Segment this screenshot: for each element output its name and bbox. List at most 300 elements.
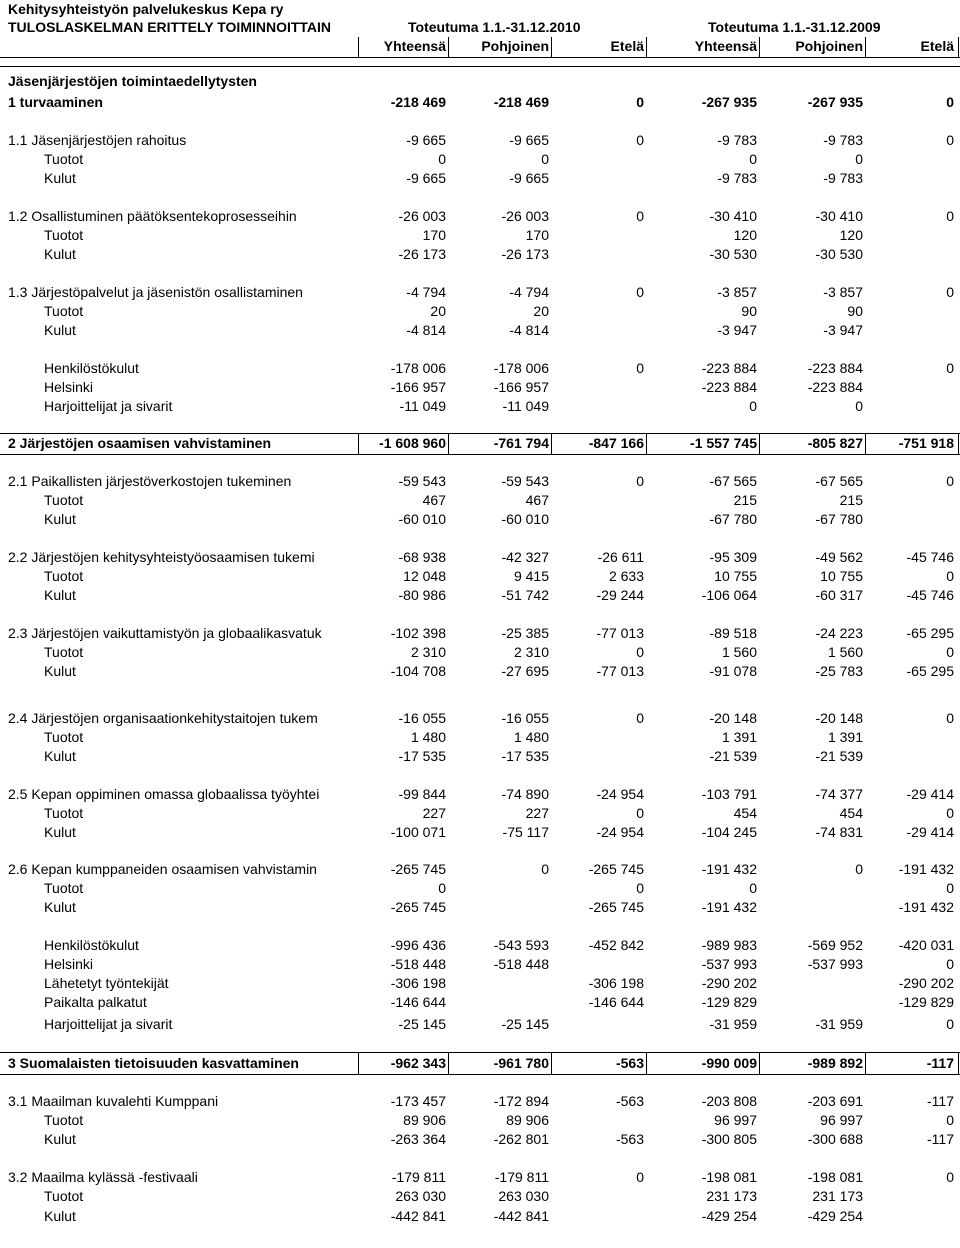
cell-south-2009: 0 xyxy=(946,1112,954,1128)
cell-north-2009: -537 993 xyxy=(807,956,863,972)
cell-north-2009: -31 959 xyxy=(815,1016,863,1032)
cell-total-2009: 231 173 xyxy=(706,1188,757,1204)
col-header-south-2009: Etelä xyxy=(920,38,954,54)
row-label: 2 Järjestöjen osaamisen vahvistaminen xyxy=(8,435,272,451)
table-row xyxy=(0,1168,960,1187)
cell-total-2009: -95 309 xyxy=(709,549,757,565)
cell-total-2010: -179 811 xyxy=(391,1169,446,1185)
cell-total-2009: -989 983 xyxy=(701,937,757,953)
table-row xyxy=(0,321,960,340)
cell-south-2010: -146 644 xyxy=(588,994,644,1010)
cell-south-2010: -847 166 xyxy=(588,435,644,451)
cell-total-2009: 90 xyxy=(741,303,757,319)
cell-north-2009: 454 xyxy=(839,805,863,821)
cell-north-2009: 1 560 xyxy=(827,644,863,660)
cell-total-2009: -191 432 xyxy=(701,861,757,877)
cell-north-2010: -51 742 xyxy=(501,587,549,603)
cell-south-2009: -65 295 xyxy=(906,663,954,679)
cell-north-2009: -74 377 xyxy=(815,786,863,802)
section-total-top-line xyxy=(0,1052,960,1053)
row-label: Tuotot xyxy=(44,568,84,584)
row-label: 1.2 Osallistuminen päätöksentekoprosesseihin xyxy=(8,208,297,224)
cell-south-2010: -265 745 xyxy=(588,899,644,915)
col-header-total-2009: Yhteensä xyxy=(694,38,757,54)
cell-north-2009: 10 755 xyxy=(820,568,863,584)
table-row xyxy=(0,302,960,321)
cell-south-2009: 0 xyxy=(946,208,954,224)
row-label: Kulut xyxy=(44,246,76,262)
row-label: Helsinki xyxy=(44,379,94,395)
cell-south-2010: -77 013 xyxy=(596,625,644,641)
cell-north-2010: -75 117 xyxy=(502,824,549,840)
cell-north-2010: -166 957 xyxy=(493,379,549,395)
cell-total-2009: -3 947 xyxy=(717,322,757,338)
column-divider xyxy=(448,37,449,57)
cell-north-2009: -805 827 xyxy=(807,435,863,451)
cell-south-2010: 2 633 xyxy=(608,568,644,584)
cell-total-2010: -9 665 xyxy=(406,132,446,148)
cell-north-2010: -11 049 xyxy=(502,398,549,414)
table-row xyxy=(0,93,960,112)
cell-south-2010: 0 xyxy=(636,208,644,224)
row-label: 2.5 Kepan oppiminen omassa globaalissa työyhtei xyxy=(8,786,320,802)
cell-total-2010: -80 986 xyxy=(398,587,446,603)
cell-total-2010: -68 938 xyxy=(398,549,446,565)
row-label: Kulut xyxy=(44,748,76,764)
row-label: Helsinki xyxy=(44,956,94,972)
table-row xyxy=(0,510,960,529)
cell-south-2009: 0 xyxy=(946,1169,954,1185)
cell-total-2009: -20 148 xyxy=(709,710,757,726)
cell-south-2009: 0 xyxy=(946,956,954,972)
cell-south-2010: -26 611 xyxy=(597,549,644,565)
cell-north-2009: -25 783 xyxy=(815,663,863,679)
cell-north-2010: -961 780 xyxy=(493,1055,549,1071)
row-label: Henkilöstökulut xyxy=(44,360,139,376)
row-label: 1.1 Jäsenjärjestöjen rahoitus xyxy=(8,132,187,148)
cell-north-2009: -429 254 xyxy=(807,1208,863,1224)
cell-north-2009: 120 xyxy=(839,227,863,243)
cell-south-2010: 0 xyxy=(636,360,644,376)
cell-north-2009: -60 317 xyxy=(815,587,863,603)
cell-south-2009: -117 xyxy=(927,1131,954,1147)
cell-total-2010: 12 048 xyxy=(403,568,446,584)
cell-total-2010: -146 644 xyxy=(390,994,446,1010)
cell-total-2009: 1 391 xyxy=(721,729,757,745)
cell-total-2009: 120 xyxy=(733,227,757,243)
cell-north-2009: -9 783 xyxy=(823,170,863,186)
cell-south-2009: -290 202 xyxy=(898,975,954,991)
cell-total-2009: -267 935 xyxy=(701,94,757,110)
table-row xyxy=(0,662,960,681)
cell-total-2009: -129 829 xyxy=(701,994,757,1010)
cell-south-2009: -129 829 xyxy=(898,994,954,1010)
col-header-south-2010: Etelä xyxy=(610,38,644,54)
cell-total-2010: -1 608 960 xyxy=(379,435,446,451)
row-label: Tuotot xyxy=(44,492,84,508)
header-double-line xyxy=(0,66,960,67)
row-label: 2.3 Järjestöjen vaikuttamistyön ja globaalikasvatuk xyxy=(8,625,322,641)
cell-total-2009: -3 857 xyxy=(717,284,757,300)
cell-north-2009: -267 935 xyxy=(807,94,863,110)
cell-total-2009: 454 xyxy=(733,805,757,821)
table-row xyxy=(0,1111,960,1130)
cell-total-2009: -89 518 xyxy=(709,625,757,641)
cell-north-2010: -25 385 xyxy=(501,625,549,641)
row-label: 3.1 Maailman kuvalehti Kumppani xyxy=(8,1093,219,1109)
cell-north-2009: -300 688 xyxy=(807,1131,863,1147)
cell-north-2010: 89 906 xyxy=(506,1112,549,1128)
cell-total-2010: 2 310 xyxy=(410,644,446,660)
table-row xyxy=(0,245,960,264)
cell-south-2010: 0 xyxy=(636,644,644,660)
row-label: Kulut xyxy=(44,824,76,840)
cell-total-2009: -30 410 xyxy=(709,208,757,224)
cell-total-2010: -173 457 xyxy=(390,1093,446,1109)
cell-south-2009: 0 xyxy=(946,805,954,821)
cell-total-2009: -223 884 xyxy=(701,379,757,395)
table-row xyxy=(0,1092,960,1111)
cell-total-2009: -9 783 xyxy=(717,170,757,186)
row-label: Tuotot xyxy=(44,1188,84,1204)
cell-north-2010: -42 327 xyxy=(501,549,549,565)
cell-north-2009: -3 857 xyxy=(823,284,863,300)
cell-north-2009: 215 xyxy=(839,492,863,508)
cell-south-2009: -117 xyxy=(926,1055,954,1071)
row-label: Jäsenjärjestöjen toimintaedellytysten xyxy=(8,73,257,89)
row-label: Kulut xyxy=(44,663,76,679)
cell-south-2009: 0 xyxy=(946,360,954,376)
cell-total-2009: -290 202 xyxy=(701,975,757,991)
cell-total-2010: 1 480 xyxy=(410,729,446,745)
cell-total-2009: -191 432 xyxy=(701,899,757,915)
cell-south-2010: -452 842 xyxy=(588,937,644,953)
cell-south-2009: -29 414 xyxy=(906,824,954,840)
cell-total-2010: -99 844 xyxy=(398,786,446,802)
table-row xyxy=(0,879,960,898)
cell-total-2009: -9 783 xyxy=(717,132,757,148)
cell-north-2009: -67 780 xyxy=(815,511,863,527)
section-total-bottom-line xyxy=(0,454,960,455)
table-row xyxy=(0,397,960,416)
row-label: 1 turvaaminen xyxy=(8,94,103,110)
cell-north-2009: 96 997 xyxy=(820,1112,863,1128)
row-label: Kulut xyxy=(44,511,76,527)
cell-north-2010: -518 448 xyxy=(493,956,549,972)
table-row xyxy=(0,643,960,662)
cell-north-2009: -989 892 xyxy=(807,1055,863,1071)
cell-north-2010: 467 xyxy=(525,492,549,508)
column-divider xyxy=(551,37,552,57)
cell-north-2009: 1 391 xyxy=(827,729,863,745)
cell-total-2009: 0 xyxy=(749,880,757,896)
cell-total-2010: 20 xyxy=(430,303,446,319)
cell-total-2010: -104 708 xyxy=(390,663,446,679)
table-row xyxy=(0,936,960,955)
cell-south-2010: 0 xyxy=(636,473,644,489)
cell-total-2010: -100 071 xyxy=(390,824,446,840)
table-row xyxy=(0,491,960,510)
row-label: Tuotot xyxy=(44,805,84,821)
cell-north-2009: 90 xyxy=(847,303,863,319)
cell-total-2010: 89 906 xyxy=(403,1112,446,1128)
cell-total-2009: -30 530 xyxy=(709,246,757,262)
cell-total-2009: 10 755 xyxy=(714,568,757,584)
cell-total-2010: -996 436 xyxy=(390,937,446,953)
period-2010-label: Toteutuma 1.1.-31.12.2010 xyxy=(408,19,581,35)
table-row xyxy=(0,747,960,766)
cell-total-2009: 215 xyxy=(733,492,757,508)
cell-total-2010: 0 xyxy=(438,880,446,896)
cell-total-2009: 0 xyxy=(749,398,757,414)
cell-south-2009: 0 xyxy=(946,132,954,148)
table-row xyxy=(0,434,960,453)
table-row xyxy=(0,1015,960,1034)
cell-north-2010: 170 xyxy=(525,227,549,243)
row-label: Kulut xyxy=(44,1131,76,1147)
cell-total-2010: -16 055 xyxy=(398,710,446,726)
cell-south-2009: -29 414 xyxy=(906,786,954,802)
cell-north-2010: -60 010 xyxy=(501,511,549,527)
cell-south-2010: -77 013 xyxy=(596,663,644,679)
cell-south-2009: -117 xyxy=(927,1093,954,1109)
cell-total-2010: 263 030 xyxy=(395,1188,446,1204)
table-row xyxy=(0,226,960,245)
cell-total-2010: -60 010 xyxy=(398,511,446,527)
row-label: Kulut xyxy=(44,587,76,603)
cell-total-2010: -4 814 xyxy=(406,322,446,338)
table-row xyxy=(0,548,960,567)
col-header-north-2010: Pohjoinen xyxy=(481,38,549,54)
cell-north-2009: 0 xyxy=(855,398,863,414)
cell-south-2009: 0 xyxy=(946,880,954,896)
row-label: 1.3 Järjestöpalvelut ja jäsenistön osallistaminen xyxy=(8,284,303,300)
cell-north-2009: 0 xyxy=(855,151,863,167)
cell-total-2010: -59 543 xyxy=(398,473,446,489)
cell-north-2010: -27 695 xyxy=(501,663,549,679)
table-row xyxy=(0,974,960,993)
row-label: Harjoittelijat ja sivarit xyxy=(44,398,173,414)
table-row xyxy=(0,567,960,586)
table-row xyxy=(0,586,960,605)
column-divider xyxy=(958,37,959,57)
cell-total-2009: -300 805 xyxy=(701,1131,757,1147)
cell-north-2010: -262 801 xyxy=(493,1131,549,1147)
title-row xyxy=(0,18,960,37)
row-label: Tuotot xyxy=(44,644,84,660)
table-row xyxy=(0,1187,960,1206)
row-label: 2.2 Järjestöjen kehitysyhteistyöosaamisen tukemi xyxy=(8,549,315,565)
table-row xyxy=(0,1207,960,1226)
cell-total-2010: -306 198 xyxy=(390,975,446,991)
cell-total-2010: -218 469 xyxy=(390,94,446,110)
cell-north-2009: -49 562 xyxy=(815,549,863,565)
row-label: Tuotot xyxy=(44,729,84,745)
cell-north-2009: -198 081 xyxy=(807,1169,863,1185)
cell-north-2009: -223 884 xyxy=(807,360,863,376)
org-name-row xyxy=(0,0,960,19)
cell-south-2010: 0 xyxy=(636,284,644,300)
row-label: Kulut xyxy=(44,1208,76,1224)
cell-total-2010: -4 794 xyxy=(406,284,446,300)
table-row xyxy=(0,898,960,917)
cell-total-2009: -67 565 xyxy=(709,473,757,489)
cell-total-2009: -103 791 xyxy=(701,786,757,802)
row-label: Kulut xyxy=(44,170,76,186)
table-row xyxy=(0,1130,960,1149)
cell-total-2010: 0 xyxy=(438,151,446,167)
row-label: Lähetetyt työntekijät xyxy=(44,975,169,991)
cell-south-2010: 0 xyxy=(636,710,644,726)
cell-north-2010: 263 030 xyxy=(498,1188,549,1204)
cell-south-2009: -191 432 xyxy=(898,861,954,877)
table-row xyxy=(0,131,960,150)
cell-north-2010: 2 310 xyxy=(513,644,549,660)
cell-total-2009: -67 780 xyxy=(709,511,757,527)
cell-south-2010: 0 xyxy=(636,880,644,896)
cell-south-2009: 0 xyxy=(946,1016,954,1032)
cell-north-2009: -21 539 xyxy=(815,748,863,764)
cell-total-2009: -537 993 xyxy=(701,956,757,972)
cell-north-2010: -4 794 xyxy=(509,284,549,300)
cell-south-2009: 0 xyxy=(946,568,954,584)
cell-south-2010: -24 954 xyxy=(596,824,644,840)
cell-north-2010: 20 xyxy=(533,303,549,319)
cell-north-2009: -569 952 xyxy=(807,937,863,953)
cell-total-2009: -31 959 xyxy=(709,1016,757,1032)
cell-total-2010: -102 398 xyxy=(390,625,446,641)
cell-total-2010: -442 841 xyxy=(390,1208,446,1224)
cell-south-2009: 0 xyxy=(946,284,954,300)
table-row xyxy=(0,785,960,804)
column-header-row xyxy=(0,37,960,56)
row-label: Harjoittelijat ja sivarit xyxy=(44,1016,173,1032)
table-row xyxy=(0,823,960,842)
cell-south-2010: -563 xyxy=(615,1131,644,1147)
cell-south-2010: -563 xyxy=(615,1093,644,1109)
cell-north-2010: -761 794 xyxy=(493,435,549,451)
cell-total-2010: -265 745 xyxy=(390,861,446,877)
row-label: Tuotot xyxy=(44,227,84,243)
cell-north-2010: -26 003 xyxy=(501,208,549,224)
row-label: Paikalta palkatut xyxy=(44,994,147,1010)
cell-north-2009: -24 223 xyxy=(815,625,863,641)
cell-north-2010: -179 811 xyxy=(494,1169,549,1185)
row-label: Tuotot xyxy=(44,1112,84,1128)
cell-total-2009: -198 081 xyxy=(701,1169,757,1185)
cell-total-2009: -104 245 xyxy=(701,824,757,840)
cell-south-2010: -563 xyxy=(615,1055,644,1071)
table-row xyxy=(0,624,960,643)
table-row xyxy=(0,955,960,974)
cell-south-2009: 0 xyxy=(946,94,954,110)
column-divider xyxy=(646,37,647,57)
table-row xyxy=(0,378,960,397)
cell-south-2009: -191 432 xyxy=(898,899,954,915)
cell-north-2010: -17 535 xyxy=(501,748,549,764)
table-row xyxy=(0,169,960,188)
cell-north-2009: -203 691 xyxy=(807,1093,863,1109)
cell-south-2010: 0 xyxy=(636,94,644,110)
table-row xyxy=(0,728,960,747)
table-row xyxy=(0,472,960,491)
cell-total-2009: -223 884 xyxy=(701,360,757,376)
cell-total-2010: 227 xyxy=(422,805,446,821)
cell-total-2009: 96 997 xyxy=(714,1112,757,1128)
cell-north-2010: -26 173 xyxy=(501,246,549,262)
cell-north-2009: -20 148 xyxy=(815,710,863,726)
row-label: Kulut xyxy=(44,322,76,338)
cell-north-2009: -67 565 xyxy=(815,473,863,489)
cell-north-2010: -172 894 xyxy=(493,1093,549,1109)
cell-north-2009: -74 831 xyxy=(815,824,863,840)
table-row xyxy=(0,359,960,378)
cell-south-2009: -45 746 xyxy=(906,549,954,565)
cell-total-2010: -178 006 xyxy=(390,360,446,376)
cell-south-2009: 0 xyxy=(946,644,954,660)
report-title: TULOSLASKELMAN ERITTELY TOIMINNOITTAIN xyxy=(8,19,332,35)
table-row xyxy=(0,207,960,226)
cell-north-2009: -30 410 xyxy=(815,208,863,224)
cell-south-2010: 0 xyxy=(636,1169,644,1185)
cell-total-2009: 0 xyxy=(749,151,757,167)
column-divider xyxy=(865,37,866,57)
col-header-total-2010: Yhteensä xyxy=(383,38,446,54)
row-label: 3 Suomalaisten tietoisuuden kasvattaminen xyxy=(8,1055,299,1071)
cell-north-2010: -9 665 xyxy=(509,170,549,186)
cell-north-2009: -9 783 xyxy=(823,132,863,148)
cell-total-2009: -21 539 xyxy=(709,748,757,764)
column-divider xyxy=(358,37,359,57)
cell-north-2010: 9 415 xyxy=(513,568,549,584)
row-label: 2.6 Kepan kumppaneiden osaamisen vahvistamin xyxy=(8,861,317,877)
cell-south-2009: 0 xyxy=(946,710,954,726)
cell-south-2010: -24 954 xyxy=(596,786,644,802)
cell-north-2010: -59 543 xyxy=(501,473,549,489)
cell-total-2009: 1 560 xyxy=(721,644,757,660)
cell-total-2009: -990 009 xyxy=(701,1055,757,1071)
cell-north-2009: -30 530 xyxy=(815,246,863,262)
cell-north-2010: -442 841 xyxy=(493,1208,549,1224)
cell-total-2009: -429 254 xyxy=(701,1208,757,1224)
cell-south-2009: -45 746 xyxy=(906,587,954,603)
cell-total-2010: -9 665 xyxy=(406,170,446,186)
period-2009-label: Toteutuma 1.1.-31.12.2009 xyxy=(708,19,881,35)
column-divider xyxy=(759,37,760,57)
table-row xyxy=(0,709,960,728)
cell-south-2010: -306 198 xyxy=(588,975,644,991)
cell-north-2009: 231 173 xyxy=(812,1188,863,1204)
cell-north-2010: -16 055 xyxy=(501,710,549,726)
cell-north-2010: -178 006 xyxy=(493,360,549,376)
cell-north-2009: -3 947 xyxy=(823,322,863,338)
cell-north-2010: 227 xyxy=(525,805,549,821)
cell-total-2010: -166 957 xyxy=(390,379,446,395)
table-row xyxy=(0,150,960,169)
cell-north-2010: 0 xyxy=(541,861,549,877)
cell-total-2010: -518 448 xyxy=(390,956,446,972)
cell-north-2010: -25 145 xyxy=(501,1016,549,1032)
col-header-north-2009: Pohjoinen xyxy=(795,38,863,54)
cell-total-2009: -106 064 xyxy=(701,587,757,603)
row-label: Henkilöstökulut xyxy=(44,937,139,953)
cell-total-2010: -25 145 xyxy=(398,1016,446,1032)
cell-south-2010: 0 xyxy=(636,805,644,821)
cell-north-2010: -74 890 xyxy=(501,786,549,802)
cell-total-2009: -91 078 xyxy=(709,663,757,679)
table-row xyxy=(0,804,960,823)
cell-south-2010: -29 244 xyxy=(596,587,644,603)
